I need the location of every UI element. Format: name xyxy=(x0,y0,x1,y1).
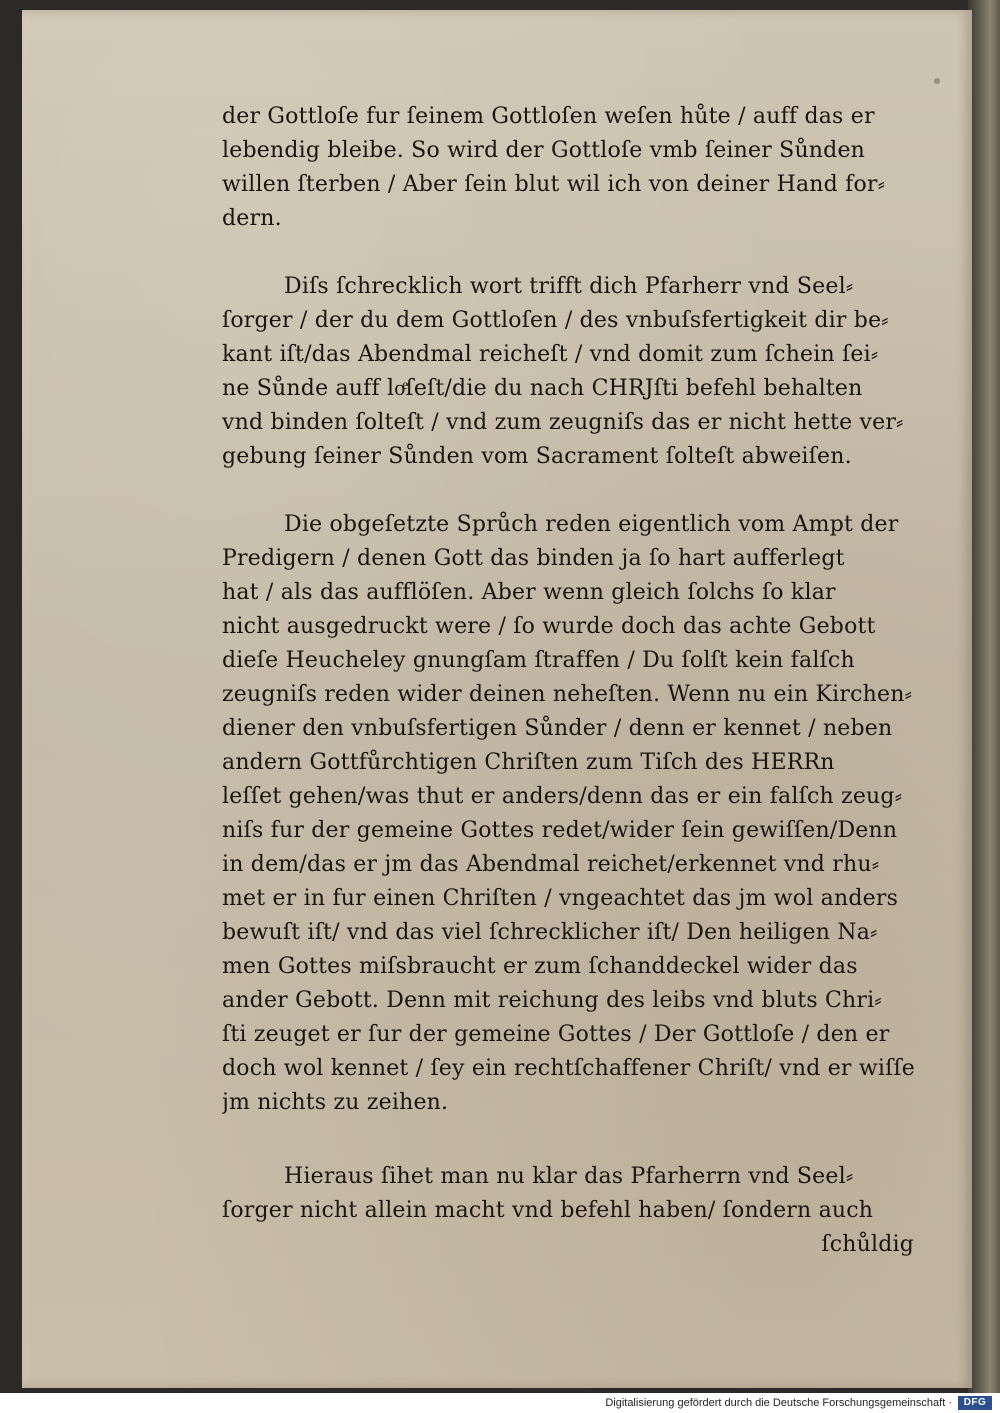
text-line: Die obgeſetzte Sprůch reden eigentlich vom Ampt der xyxy=(284,512,899,537)
text-line: Diſs ſchrecklich wort trifft dich Pfarherr vnd Seel⸗ xyxy=(284,274,854,299)
text-line: ne Sůnde auff loͤſeſt/die du nach CHRJſti befehl behalten xyxy=(222,376,863,401)
text-line: willen ſterben / Aber ſein blut wil ich von deiner Hand for⸗ xyxy=(222,172,886,197)
text-line: dieſe Heucheley gnungſam ſtraffen / Du ſolſt kein falſch xyxy=(222,648,855,673)
text-line: diener den vnbuſsfertigen Sůnder / denn er kennet / neben xyxy=(222,716,893,741)
text-line: men Gottes miſsbraucht er zum ſchanddeckel wider das xyxy=(222,954,858,979)
text-line: in dem/das er jm das Abendmal reichet/erkennet vnd rhu⸗ xyxy=(222,852,880,877)
text-line: gebung ſeiner Sůnden vom Sacrament ſolteſt abweiſen. xyxy=(222,444,852,469)
text-line: Hieraus ſihet man nu klar das Pfarherrn vnd Seel⸗ xyxy=(284,1164,854,1189)
text-line: leſſet gehen/was thut er anders/denn das er ein falſch zeug⸗ xyxy=(222,784,903,809)
text-line: jm nichts zu zeihen. xyxy=(222,1090,449,1115)
text-line: nicht ausgedruckt were / ſo wurde doch das achte Gebott xyxy=(222,614,876,639)
paragraph-gap xyxy=(222,474,922,508)
text-line: met er in fur einen Chriſten / vngeachtet das jm wol anders xyxy=(222,886,899,911)
dfg-logo: DFG xyxy=(958,1396,992,1410)
text-line: Predigern / denen Gott das binden ja ſo hart aufferlegt xyxy=(222,546,845,571)
text-line: kant iſt/das Abendmal reicheſt / vnd domit zum ſchein ſei⸗ xyxy=(222,342,879,367)
text-line: ander Gebott. Denn mit reichung des leibs vnd bluts Chri⸗ xyxy=(222,988,882,1013)
text-line: hat / als das aufflöſen. Aber wenn gleich ſolchs ſo klar xyxy=(222,580,836,605)
text-line: der Gottloſe fur ſeinem Gottloſen weſen hůte / auff das er xyxy=(222,104,875,129)
text-line: niſs fur der gemeine Gottes redet/wider ſein gewiſſen/Denn xyxy=(222,818,898,843)
text-line: ſorger / der du dem Gottloſen / des vnbuſsfertigkeit dir be⸗ xyxy=(222,308,889,333)
page-mark xyxy=(934,78,940,84)
text-line: vnd binden ſolteſt / vnd zum zeugniſs das er nicht hette ver⸗ xyxy=(222,410,904,435)
text-line: bewuſt iſt/ vnd das viel ſchrecklicher iſt/ Den heiligen Na⸗ xyxy=(222,920,878,945)
text-line: andern Gottfůrchtigen Chriſten zum Tiſch des HERRn xyxy=(222,750,835,775)
page-text xyxy=(222,100,922,1262)
page-edge-stack xyxy=(968,0,1000,1393)
funding-credit: Digitalisierung gefördert durch die Deutsche Forschungsgemeinschaft · xyxy=(605,1397,952,1409)
text-line: ſti zeuget er ſur der gemeine Gottes / Der Gottloſe / den er xyxy=(222,1022,890,1047)
catchword: ſchůldig xyxy=(821,1232,914,1257)
text-line: ſorger nicht allein macht vnd befehl haben/ ſondern auch xyxy=(222,1198,874,1223)
text-line: lebendig bleibe. So wird der Gottloſe vmb ſeiner Sůnden xyxy=(222,138,866,163)
text-line: doch wol kennet / ſey ein rechtſchaffener Chriſt/ vnd er wiſſe xyxy=(222,1056,916,1081)
paragraph-gap xyxy=(222,1120,922,1160)
paragraph-gap xyxy=(222,236,922,270)
text-line: dern. xyxy=(222,206,282,231)
text-line: zeugniſs reden wider deinen neheſten. Wenn nu ein Kirchen⸗ xyxy=(222,682,913,707)
